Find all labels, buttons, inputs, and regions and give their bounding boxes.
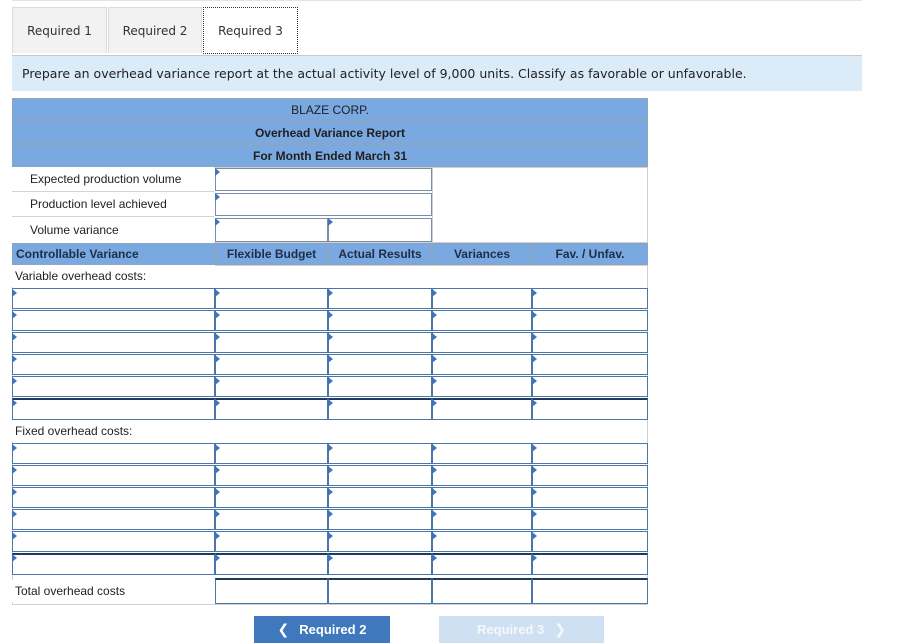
production-achieved-label: Production level achieved [12, 192, 214, 217]
col-actual-results: Actual Results [328, 243, 432, 265]
fixed-row-cell-2[interactable] [215, 487, 328, 508]
tab-required-3[interactable]: Required 3 [203, 7, 298, 54]
fixed-row-cell-1[interactable] [12, 509, 215, 530]
variable-row-cell-5[interactable] [532, 310, 648, 331]
volume-variance-actual-input[interactable] [328, 218, 432, 242]
instruction-text: Prepare an overhead variance report at the actual activity level of 9,000 units. Classify as favorable or unfavorable. [22, 66, 747, 81]
col-variances: Variances [432, 243, 532, 265]
expected-production-label: Expected production volume [12, 167, 214, 192]
fixed-row-cell-4[interactable] [432, 443, 532, 464]
total-row-cell-4[interactable] [432, 578, 532, 604]
fixed-row-cell-3[interactable] [328, 531, 432, 552]
chevron-left-icon: ❮ [277, 621, 290, 637]
fixed-subtotal-cell-1[interactable] [12, 553, 215, 575]
variable-row-cell-2[interactable] [215, 376, 328, 397]
total-overhead-label: Total overhead costs [12, 580, 215, 602]
controllable-variance-header: Controllable Variance [12, 243, 215, 265]
tab-required-2[interactable]: Required 2 [108, 7, 202, 53]
fixed-row-cell-4[interactable] [432, 509, 532, 530]
fixed-subtotal-cell-2[interactable] [215, 553, 328, 575]
variable-row-cell-5[interactable] [532, 332, 648, 353]
fixed-row-cell-1[interactable] [12, 531, 215, 552]
col-flexible-budget: Flexible Budget [215, 243, 328, 265]
top-divider [12, 0, 862, 1]
fixed-subtotal-cell-4[interactable] [432, 553, 532, 575]
total-row-cell-3[interactable] [328, 578, 432, 604]
total-row-cell-5[interactable] [532, 578, 648, 604]
fixed-row-cell-5[interactable] [532, 487, 648, 508]
variable-subtotal-cell-5[interactable] [532, 398, 648, 420]
variable-row-cell-3[interactable] [328, 354, 432, 375]
tab-required-1[interactable]: Required 1 [12, 7, 107, 53]
fixed-overhead-label: Fixed overhead costs: [12, 420, 215, 442]
fixed-row-cell-3[interactable] [328, 443, 432, 464]
variable-row-cell-2[interactable] [215, 310, 328, 331]
report-company: BLAZE CORP. [12, 98, 648, 121]
prev-required-button[interactable]: ❮ Required 2 [254, 616, 390, 643]
fixed-row-cell-2[interactable] [215, 531, 328, 552]
variable-row-cell-2[interactable] [215, 354, 328, 375]
fixed-row-cell-5[interactable] [532, 443, 648, 464]
fixed-row-cell-1[interactable] [12, 465, 215, 486]
report-period: For Month Ended March 31 [12, 144, 648, 167]
variable-row-cell-2[interactable] [215, 332, 328, 353]
instruction-banner [12, 56, 862, 91]
variable-row-cell-2[interactable] [215, 288, 328, 309]
variable-row-cell-5[interactable] [532, 288, 648, 309]
variable-row-cell-1[interactable] [12, 288, 215, 309]
variable-row-cell-3[interactable] [328, 376, 432, 397]
variable-row-cell-3[interactable] [328, 310, 432, 331]
volume-variance-label: Volume variance [12, 217, 214, 243]
fixed-row-cell-2[interactable] [215, 465, 328, 486]
overhead-variance-report [12, 98, 648, 605]
report-title: Overhead Variance Report [12, 121, 648, 144]
variable-subtotal-cell-1[interactable] [12, 398, 215, 420]
expected-production-input[interactable] [215, 168, 432, 191]
variable-row-cell-4[interactable] [432, 354, 532, 375]
fixed-row-cell-2[interactable] [215, 509, 328, 530]
tab-bar [12, 7, 862, 56]
variable-subtotal-cell-4[interactable] [432, 398, 532, 420]
variable-subtotal-cell-3[interactable] [328, 398, 432, 420]
next-required-button[interactable]: Required 3 ❯ [439, 616, 604, 643]
fixed-row-cell-5[interactable] [532, 509, 648, 530]
variable-row-cell-1[interactable] [12, 310, 215, 331]
variable-overhead-label: Variable overhead costs: [12, 265, 215, 287]
variable-row-cell-5[interactable] [532, 376, 648, 397]
fixed-row-cell-3[interactable] [328, 465, 432, 486]
volume-variance-budget-input[interactable] [215, 218, 328, 242]
col-fav-unfav: Fav. / Unfav. [532, 243, 648, 265]
fixed-row-cell-4[interactable] [432, 531, 532, 552]
fixed-row-cell-4[interactable] [432, 465, 532, 486]
variable-row-cell-4[interactable] [432, 310, 532, 331]
variable-row-cell-1[interactable] [12, 354, 215, 375]
fixed-row-cell-3[interactable] [328, 509, 432, 530]
variable-row-cell-3[interactable] [328, 332, 432, 353]
fixed-subtotal-cell-5[interactable] [532, 553, 648, 575]
variable-subtotal-cell-2[interactable] [215, 398, 328, 420]
chevron-right-icon: ❯ [554, 621, 566, 637]
fixed-subtotal-cell-3[interactable] [328, 553, 432, 575]
fixed-row-cell-1[interactable] [12, 487, 215, 508]
fixed-row-cell-4[interactable] [432, 487, 532, 508]
variable-row-cell-1[interactable] [12, 376, 215, 397]
variable-row-cell-5[interactable] [532, 354, 648, 375]
fixed-row-cell-1[interactable] [12, 443, 215, 464]
total-row-cell-2[interactable] [215, 578, 328, 604]
fixed-row-cell-5[interactable] [532, 531, 648, 552]
variable-row-cell-3[interactable] [328, 288, 432, 309]
production-achieved-input[interactable] [215, 193, 432, 216]
variable-row-cell-1[interactable] [12, 332, 215, 353]
variable-row-cell-4[interactable] [432, 288, 532, 309]
fixed-row-cell-2[interactable] [215, 443, 328, 464]
variable-row-cell-4[interactable] [432, 332, 532, 353]
fixed-row-cell-5[interactable] [532, 465, 648, 486]
variable-row-cell-4[interactable] [432, 376, 532, 397]
fixed-row-cell-3[interactable] [328, 487, 432, 508]
